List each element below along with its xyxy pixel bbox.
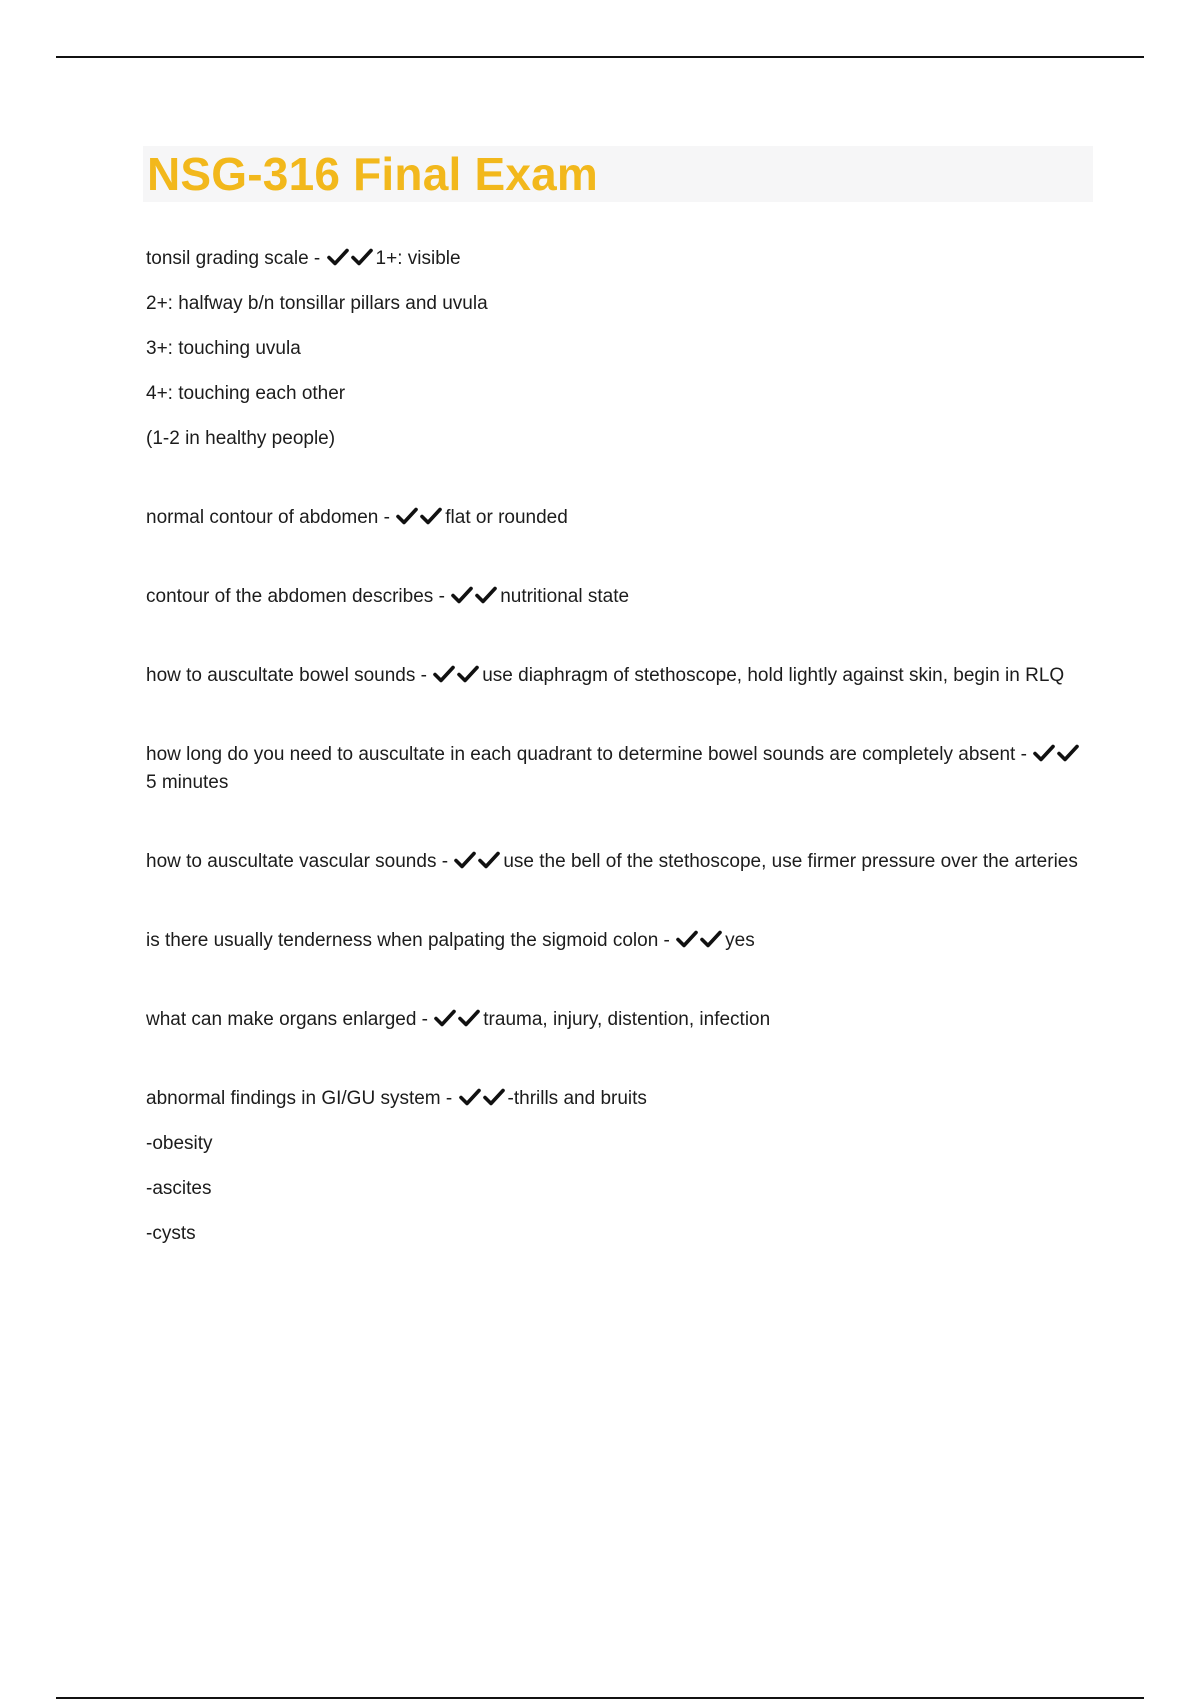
- flashcard-question-line: [146, 583, 1086, 611]
- answer-continuation-line: -ascites: [146, 1178, 212, 1199]
- answer-text: 5 minutes: [146, 772, 229, 793]
- check-icon: [478, 850, 500, 870]
- flashcard: [146, 1006, 1086, 1034]
- separator: -: [433, 586, 451, 607]
- double-check-icon: [458, 1085, 506, 1113]
- flashcard-question-line: [146, 1085, 1086, 1113]
- double-check-icon: [433, 1006, 481, 1034]
- double-check-icon: [1032, 741, 1080, 769]
- answer-text: 1+: visible: [375, 248, 461, 269]
- flashcard-question-line: [146, 848, 1086, 876]
- flashcard: [146, 848, 1086, 876]
- separator: -: [416, 1009, 434, 1030]
- page-title: NSG-316 Final Exam: [147, 148, 598, 200]
- answer-continuation-line: 2+: halfway b/n tonsillar pillars and uvula: [146, 293, 488, 314]
- check-icon: [351, 247, 373, 267]
- flashcard-question-line: [146, 504, 1086, 532]
- separator: -: [440, 1088, 458, 1109]
- answer-continuation-line: 3+: touching uvula: [146, 338, 301, 359]
- double-check-icon: [453, 848, 501, 876]
- question-text: what can make organs enlarged: [146, 1009, 417, 1030]
- answer-text: -thrills and bruits: [507, 1088, 647, 1109]
- separator: -: [1015, 744, 1033, 765]
- flashcard-question-line: [146, 662, 1086, 690]
- question-text: contour of the abdomen describes: [146, 586, 434, 607]
- check-icon: [451, 585, 473, 605]
- answer-continuation-line: (1-2 in healthy people): [146, 428, 336, 449]
- check-icon: [433, 664, 455, 684]
- double-check-icon: [395, 504, 443, 532]
- question-text: tonsil grading scale: [146, 248, 309, 269]
- question-text: abnormal findings in GI/GU system: [146, 1088, 441, 1109]
- check-icon: [434, 1008, 456, 1028]
- flashcard: [146, 245, 1086, 453]
- check-icon: [459, 1087, 481, 1107]
- check-icon: [327, 247, 349, 267]
- check-icon: [700, 929, 722, 949]
- check-icon: [454, 850, 476, 870]
- flashcard: [146, 504, 1086, 532]
- answer-continuation-line: -cysts: [146, 1223, 196, 1244]
- separator: -: [658, 930, 676, 951]
- answer-continuation-line: 4+: touching each other: [146, 383, 346, 404]
- check-icon: [1057, 743, 1079, 763]
- flashcard-question-line: [146, 927, 1086, 955]
- double-check-icon: [326, 245, 374, 273]
- flashcard: [146, 927, 1086, 955]
- separator: -: [378, 507, 396, 528]
- answer-text: trauma, injury, distention, infection: [483, 1009, 771, 1030]
- answer-text: use the bell of the stethoscope, use firmer pressure over the arteries: [503, 851, 1078, 872]
- answer-text: nutritional state: [500, 586, 630, 607]
- question-text: how long do you need to auscultate in each quadrant to determine bowel sounds are completely absent: [146, 744, 1016, 765]
- flashcard: [146, 583, 1086, 611]
- check-icon: [676, 929, 698, 949]
- check-icon: [483, 1087, 505, 1107]
- bottom-rule: [56, 1697, 1144, 1699]
- flashcard-question-line: [146, 1006, 1086, 1034]
- question-text: how to auscultate bowel sounds: [146, 665, 416, 686]
- answer-text: use diaphragm of stethoscope, hold lightly against skin, begin in RLQ: [482, 665, 1065, 686]
- separator: -: [436, 851, 454, 872]
- question-text: is there usually tenderness when palpating the sigmoid colon: [146, 930, 659, 951]
- double-check-icon: [675, 927, 723, 955]
- check-icon: [458, 1008, 480, 1028]
- separator: -: [415, 665, 433, 686]
- flashcard-question-line: [146, 741, 1086, 797]
- flashcard: [146, 741, 1086, 797]
- double-check-icon: [432, 662, 480, 690]
- flashcard-question-line: [146, 245, 1086, 273]
- question-text: how to auscultate vascular sounds: [146, 851, 437, 872]
- answer-text: yes: [725, 930, 755, 951]
- double-check-icon: [450, 583, 498, 611]
- answer-continuation-line: -obesity: [146, 1133, 213, 1154]
- top-rule: [56, 56, 1144, 58]
- flashcard-list: [146, 245, 1086, 1265]
- flashcard: [146, 662, 1086, 690]
- flashcard: [146, 1085, 1086, 1248]
- check-icon: [420, 506, 442, 526]
- question-text: normal contour of abdomen: [146, 507, 379, 528]
- check-icon: [475, 585, 497, 605]
- separator: -: [308, 248, 326, 269]
- check-icon: [457, 664, 479, 684]
- check-icon: [1033, 743, 1055, 763]
- check-icon: [396, 506, 418, 526]
- answer-text: flat or rounded: [445, 507, 568, 528]
